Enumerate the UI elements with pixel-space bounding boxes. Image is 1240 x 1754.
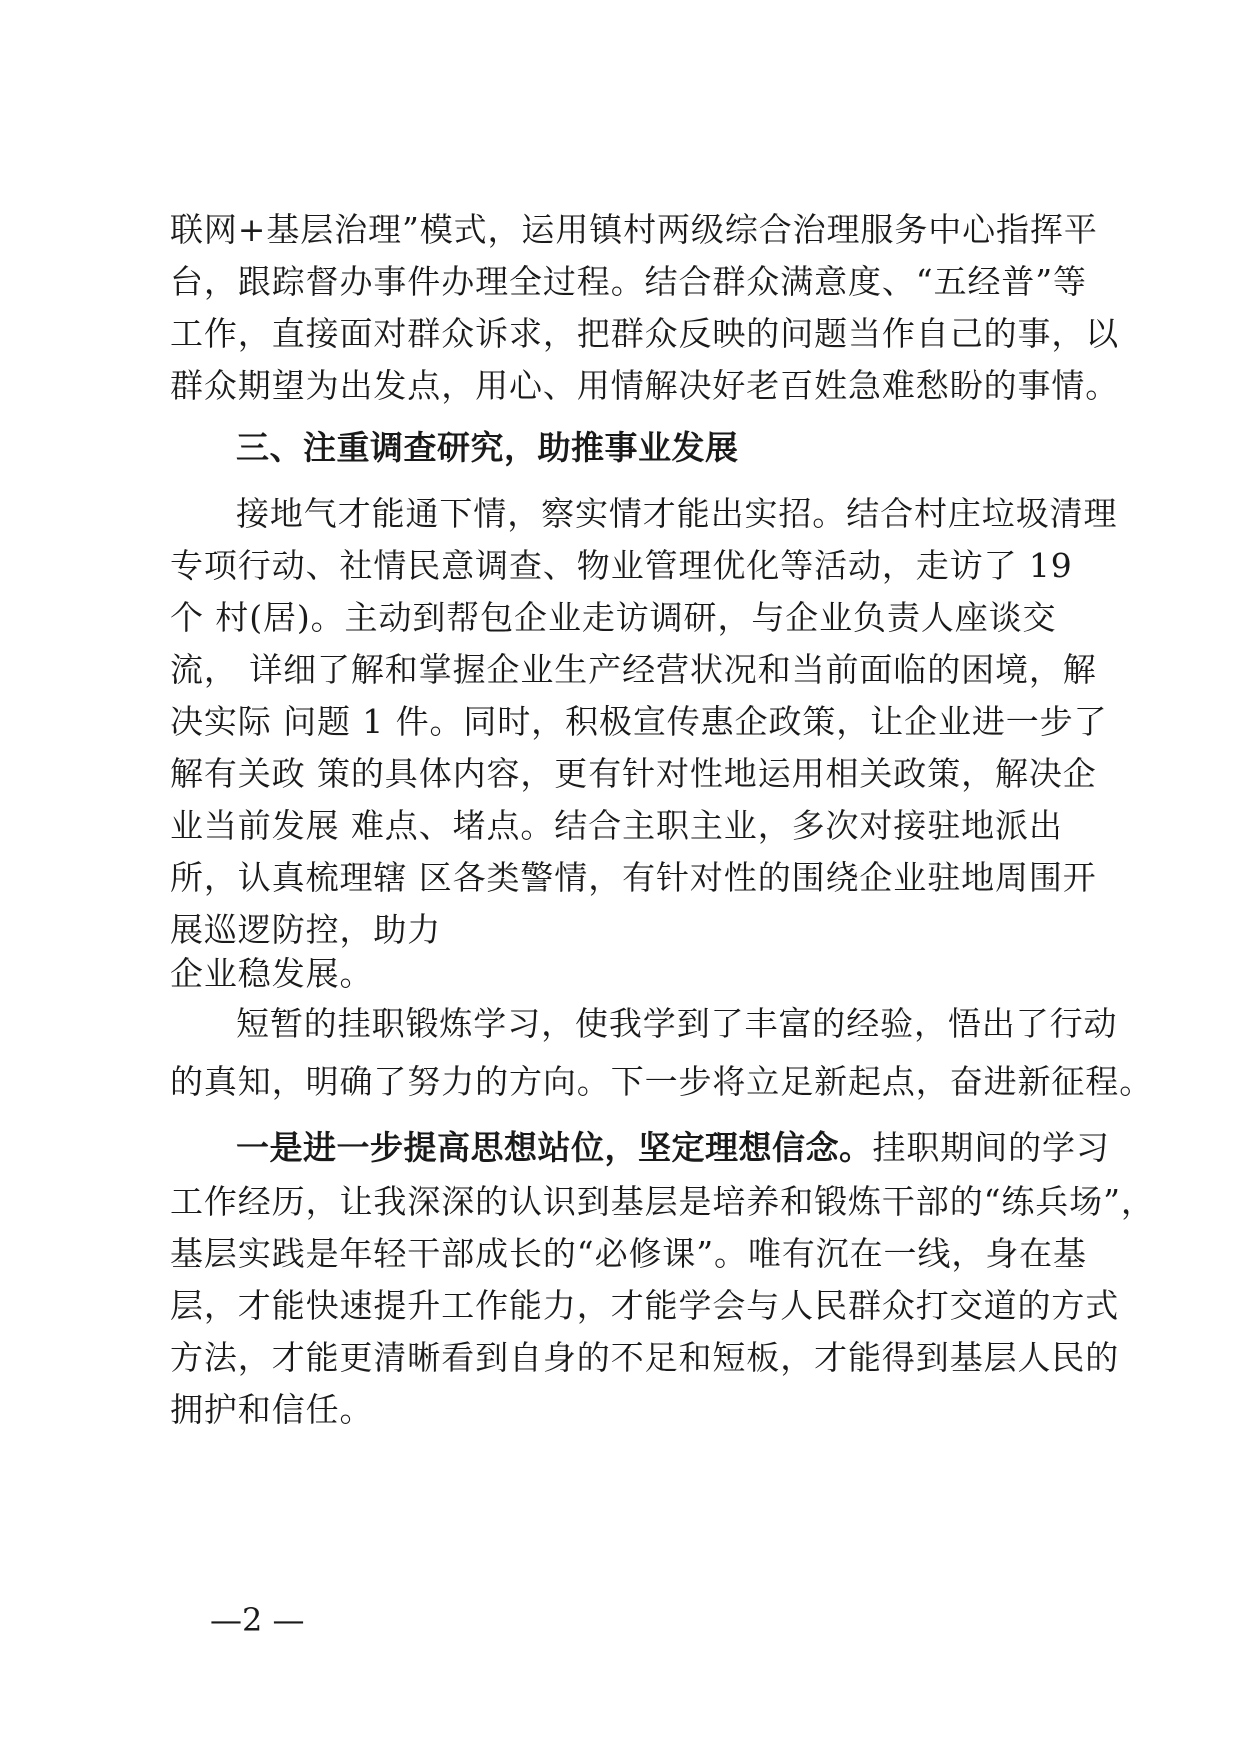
paragraph-line: 专项行动、社情民意调查、物业管理优化等活动，走访了 19 (170, 546, 1073, 585)
paragraph-line: 工作经历，让我深深的认识到基层是培养和锻炼干部的“练兵场”， (170, 1182, 1155, 1221)
paragraph-line: 企业稳发展。 (170, 954, 374, 993)
paragraph-line: 业当前发展 难点、堵点。结合主职主业，多次对接驻地派出 (170, 806, 1063, 845)
paragraph-line: 台，跟踪督办事件办理全过程。结合群众满意度、“五经普”等 (170, 262, 1087, 301)
paragraph-line: 层，才能快速提升工作能力，才能学会与人民群众打交道的方式 (170, 1286, 1120, 1325)
paragraph-line: 的真知，明确了努力的方向。下一步将立足新起点，奋进新征程。 (170, 1062, 1154, 1101)
section-heading: 三、注重调查研究，助推事业发展 (236, 428, 739, 467)
paragraph-line: 群众期望为出发点，用心、用情解决好老百姓急难愁盼的事情。 (170, 366, 1120, 405)
point-one-text: 挂职期间的学习 (872, 1128, 1110, 1167)
paragraph-line: 联网+基层治理”模式，运用镇村两级综合治理服务中心指挥平 (170, 210, 1098, 249)
paragraph-line: 展巡逻防控，助力 (170, 910, 442, 949)
paragraph-line: 所，认真梳理辖 区各类警情，有针对性的围绕企业驻地周围开 (170, 858, 1097, 897)
point-one-heading: 一是进一步提高思想站位，坚定理想信念。 (236, 1128, 873, 1167)
paragraph-line: 工作，直接面对群众诉求，把群众反映的问题当作自己的事，以 (170, 314, 1120, 353)
paragraph-line: 方法，才能更清晰看到自身的不足和短板，才能得到基层人民的 (170, 1338, 1120, 1377)
paragraph-line: 解有关政 策的具体内容，更有针对性地运用相关政策，解决企 (170, 754, 1097, 793)
paragraph-line: 短暂的挂职锻炼学习，使我学到了丰富的经验，悟出了行动 (236, 1004, 1118, 1043)
paragraph-line: 个 村(居)。主动到帮包企业走访调研，与企业负责人座谈交 (170, 598, 1057, 637)
paragraph-line: 接地气才能通下情，察实情才能出实招。结合村庄垃圾清理 (236, 494, 1118, 533)
paragraph-line: 决实际 问题 1 件。同时，积极宣传惠企政策，让企业进一步了 (170, 702, 1108, 741)
page-number: —2 — (210, 1601, 305, 1639)
paragraph-line: 拥护和信任。 (170, 1390, 374, 1429)
paragraph-line: 基层实践是年轻干部成长的“必修课”。唯有沉在一线，身在基 (170, 1234, 1087, 1273)
paragraph-line: 流， 详细了解和掌握企业生产经营状况和当前面临的困境，解 (170, 650, 1097, 689)
point-one-first-line (236, 1124, 1156, 1172)
